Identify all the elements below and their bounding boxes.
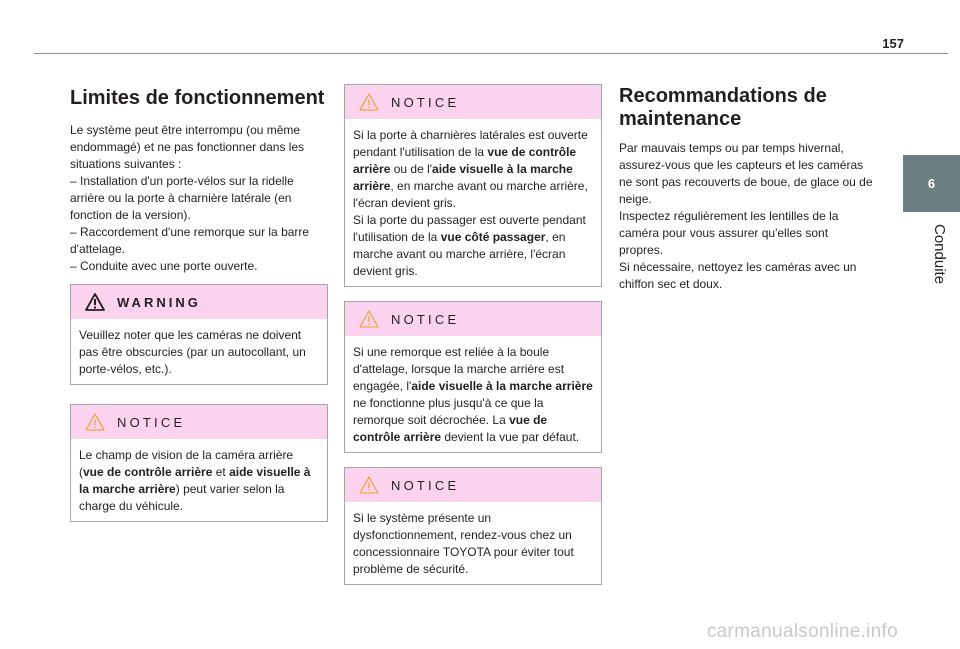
list-item: – Installation d'un porte-vélos sur la ridelle arrière ou la porte à charnière latérale (en fonction de la version).	[70, 174, 294, 222]
paragraph: Par mauvais temps ou par temps hivernal, assurez-vous que les capteurs et les caméras ne sont pas recouverts de boue, de glace ou de neige.	[619, 141, 873, 206]
chapter-number: 6	[927, 176, 936, 191]
notice-title: NOTICE	[117, 414, 186, 430]
warning-box-header	[71, 285, 327, 319]
section-title-limits: Limites de fonctionnement	[70, 87, 325, 109]
notice-box-header	[345, 302, 601, 336]
notice-box-malfunction	[344, 467, 602, 585]
caution-triangle-icon	[359, 93, 379, 111]
caution-triangle-icon	[359, 476, 379, 494]
notice-box	[70, 404, 328, 522]
notice-box-trailer	[344, 301, 602, 453]
caution-triangle-icon	[359, 310, 379, 328]
notice-box-side-door	[344, 84, 602, 287]
paragraph: Inspectez régulièrement les lentilles de la caméra pour vous assurer qu'elles sont propres.	[619, 209, 839, 257]
column-1	[70, 84, 328, 522]
notice-box-header	[345, 468, 601, 502]
header-rule	[34, 53, 948, 54]
warning-icon	[85, 293, 105, 311]
notice-box-header	[71, 405, 327, 439]
notice-text: Le champ de vision de la caméra arrière (vue de contrôle arrière et aide visuelle à la marche arrière) peut varier selon la charge du véhicule.	[79, 448, 311, 513]
warning-title: WARNING	[117, 294, 201, 310]
list-item: – Raccordement d'une remorque sur la barre d'attelage.	[70, 225, 310, 256]
column-2	[344, 84, 602, 585]
notice-title: NOTICE	[391, 94, 460, 110]
chapter-label: Conduite	[931, 224, 948, 285]
notice-text: Si la porte à charnières latérales est ouverte pendant l'utilisation de la vue de contrôle arrière ou de l'aide visuelle à la marche arrière, en marche avant ou marche arrière, l'écran devient gris. Si la porte du passager est ouverte pendant l'utilisation de la vue côté passager, en marche avant ou marche arrière, l'écran devient gris.	[353, 128, 588, 278]
notice-box-header	[345, 85, 601, 119]
warning-box	[70, 284, 328, 385]
watermark: carmanualsonline.info	[706, 621, 898, 642]
notice-title: NOTICE	[391, 477, 460, 493]
column-3	[619, 84, 875, 293]
section-title-maintenance: Recommandations de maintenance	[619, 85, 827, 130]
limits-text	[70, 122, 328, 275]
notice-text: Si le système présente un dysfonctionnement, rendez-vous chez un concessionnaire TOYOTA pour éviter tout problème de sécurité.	[353, 511, 574, 576]
page-number: 157	[882, 36, 904, 51]
paragraph: Le système peut être interrompu (ou même endommagé) et ne pas fonctionner dans les situations suivantes :	[70, 123, 305, 171]
list-item: – Conduite avec une porte ouverte.	[70, 259, 258, 273]
chapter-tab[interactable]	[903, 155, 960, 212]
notice-title: NOTICE	[391, 311, 460, 327]
maintenance-text	[619, 140, 875, 293]
caution-triangle-icon	[85, 413, 105, 431]
warning-text: Veuillez noter que les caméras ne doivent pas être obscurcies (par un autocollant, un porte-vélos, etc.).	[79, 328, 306, 376]
paragraph: Si nécessaire, nettoyez les caméras avec un chiffon sec et doux.	[619, 260, 857, 291]
notice-text: Si une remorque est reliée à la boule d'attelage, lorsque la marche arrière est engagée, l'aide visuelle à la marche arrière ne fonctionne plus jusqu'à ce que la remorque soit décrochée. La vue de contrôle arrière devient la vue par défaut.	[353, 345, 593, 444]
